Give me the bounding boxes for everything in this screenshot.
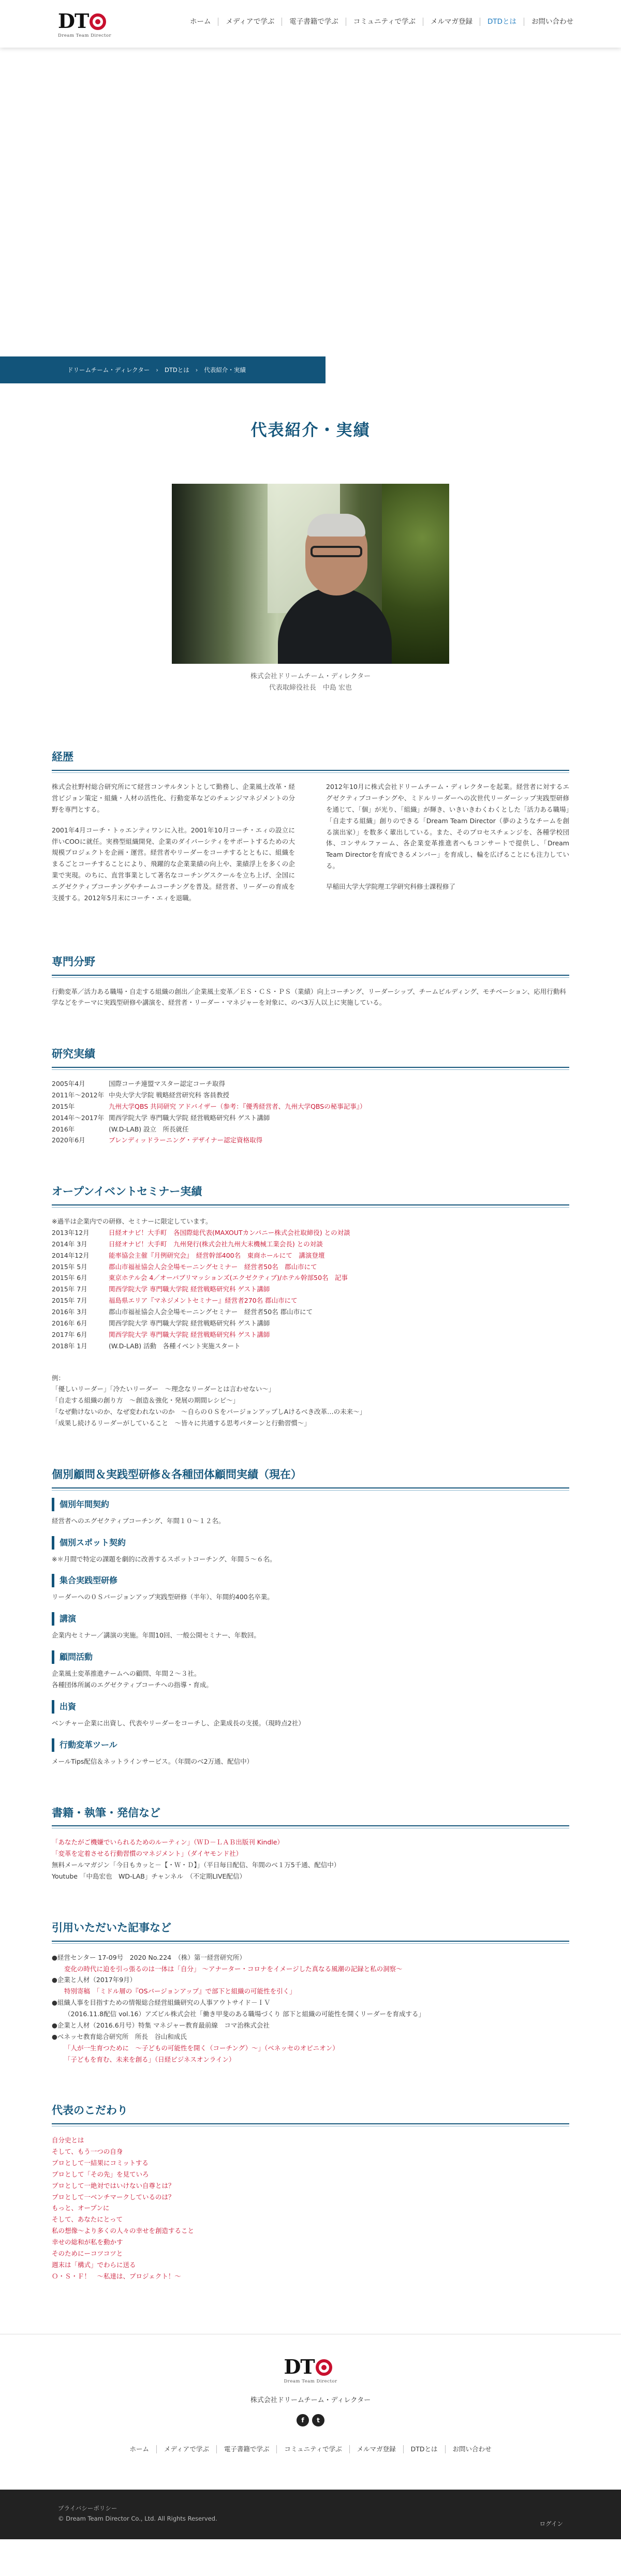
breadcrumb-current: 代表紹介・実績 bbox=[204, 366, 246, 374]
career-paragraph: 早稲田大学大学院理工学研究科修士課程修了 bbox=[326, 883, 456, 890]
seminar-date: 2015年 7月 bbox=[52, 1285, 87, 1293]
consulting-list bbox=[52, 1498, 569, 1767]
consulting-text: リーダーへの０Ｓバージョンアップ実践型研修（半年）、年間約400名卒業。 bbox=[52, 1593, 274, 1601]
seminar-date: 2017年 6月 bbox=[52, 1330, 87, 1338]
commitment-link[interactable]: プロとして一結果にコミットする bbox=[52, 2158, 149, 2167]
logo-ring-icon bbox=[90, 13, 106, 30]
footer-nav-ebooks[interactable]: 電子書籍で学ぶ bbox=[216, 2445, 277, 2453]
article-item: （2016.11.8配信 vol.16）アズビル株式会社「働き甲斐のある職場づくり 部下と組織の可能性を開くリーダーを育成する」 bbox=[64, 2010, 425, 2018]
commitment-link[interactable]: そして、もう一つの自身 bbox=[52, 2148, 123, 2155]
seminar-date: 2014年 3月 bbox=[52, 1240, 87, 1248]
logo-subtitle: Dream Team Director bbox=[58, 33, 112, 38]
commitment-link[interactable]: 週末は「構式」でわらに送る bbox=[52, 2260, 136, 2269]
footer-nav bbox=[0, 2445, 621, 2490]
consulting-subtitle: 出資 bbox=[52, 1700, 569, 1714]
caption-person: 代表取締役社長 中島 宏也 bbox=[269, 684, 352, 692]
research-row[interactable] bbox=[52, 1135, 569, 1146]
article-item[interactable]: 「人が一生育つために 〜子どもの可能性を開く（コーチング）〜」（ベネッセのオピニオン） bbox=[64, 2044, 339, 2052]
seminar-row bbox=[52, 1306, 569, 1318]
site-footer bbox=[0, 2334, 621, 2490]
research-title: 研究実績 bbox=[52, 1045, 569, 1068]
commitment-section bbox=[52, 2101, 569, 2282]
books-section bbox=[52, 1804, 569, 1882]
seminar-row[interactable] bbox=[52, 1227, 569, 1239]
breadcrumb-separator: › bbox=[195, 366, 198, 374]
book-item[interactable]: 「変革を定着させる行動習慣のマネジメント」（ダイヤモンド社） bbox=[52, 1850, 243, 1858]
nav-media[interactable]: メディアで学ぶ bbox=[218, 18, 282, 26]
articles-title: 引用いただいた記事など bbox=[52, 1918, 569, 1942]
book-item: 無料メールマガジン「今日もカッと－【・Ｗ・Ｄ】」（平日毎日配信、年間のべ１万5千通、配信中） bbox=[52, 1861, 341, 1869]
seminar-row bbox=[52, 1341, 569, 1352]
seminar-text: 日経オナビ！大手町 九州発行(株式会社九州大末機械工業会長) との対談 bbox=[109, 1240, 323, 1248]
seminar-example: 「優しいリーダー」「冷たいリーダー 〜理念なリーダーとは言わせない〜」 bbox=[52, 1385, 275, 1393]
seminar-date: 2015年 6月 bbox=[52, 1274, 87, 1282]
nav-community[interactable]: コミュニティで学ぶ bbox=[346, 18, 423, 26]
copyright: © Dream Team Director Co., Ltd. All Rights Reserved. bbox=[58, 2515, 217, 2522]
profile-photo bbox=[172, 484, 449, 664]
research-row bbox=[52, 1090, 569, 1101]
commitment-link[interactable]: もっと、オープンに bbox=[52, 2204, 110, 2212]
seminar-text: 関西学院大学 専門職大学院 経営戦略研究科 ゲスト講師 bbox=[109, 1319, 270, 1327]
footer-nav-contact[interactable]: お問い合わせ bbox=[445, 2445, 499, 2453]
footer-bottom-bar bbox=[0, 2490, 621, 2539]
commitment-link[interactable]: 自分史とは bbox=[52, 2136, 84, 2145]
research-date: 2005年4月 bbox=[52, 1080, 85, 1088]
consulting-section bbox=[52, 1465, 569, 1767]
seminar-text: 東京ホテル会 4／オーバブリマッションズ(エクゼクティブ)/ホテル幹部50名 記事 bbox=[109, 1274, 348, 1282]
commitment-link[interactable]: そのためにーコツコツと bbox=[52, 2249, 123, 2257]
consulting-subtitle: 講演 bbox=[52, 1612, 569, 1626]
seminar-text: 福島県エリア『マネジメントセミナー』経営者270名 郡山市にて bbox=[109, 1297, 298, 1305]
commitment-link[interactable]: Ｏ・Ｓ・Ｆ！ 〜私達は、プロジェクト！〜 bbox=[52, 2272, 181, 2280]
research-date: 2011年〜2012年 bbox=[52, 1091, 105, 1099]
hero-area bbox=[0, 48, 621, 356]
nav-newsletter[interactable]: メルマガ登録 bbox=[423, 18, 480, 26]
commitment-link[interactable]: 私の想像～より多くの人々の幸せを創造すること bbox=[52, 2227, 195, 2235]
seminar-row[interactable] bbox=[52, 1239, 569, 1250]
footer-logo-subtitle: Dream Team Director bbox=[284, 2378, 337, 2384]
research-date: 2020年6月 bbox=[52, 1136, 85, 1144]
footer-nav-community[interactable]: コミュニティで学ぶ bbox=[276, 2445, 349, 2453]
consulting-text: メールTips配信＆ネットラインサービス。（年間のべ2万通、配信中） bbox=[52, 1757, 254, 1765]
research-list bbox=[52, 1078, 569, 1146]
seminar-text: 関西学院大学 専門職大学院 経営戦略研究科 ゲスト講師 bbox=[109, 1285, 270, 1293]
career-paragraph: 2012年10月に株式会社ドリームチーム・ディレクターを起業。経営者に対するエグゼクティブコーチングや、ミドルリーダーへの次世代リーダーシップ実践型研修を通じて、「個」が光り、「組織」が輝き、いきいきわくわくとした「活力ある職場」「自走する組織」創りのできる「Dream Team Director（夢のようなチームを創る演出家）」を数多く輩出している。また、そのプロセスチェンジを、各種学校団体、コンサルファーム、各企業変革推進者へもコンサートで提供し、「Dream Team Directorを育成できるメンバー」を育成し、輪を広げることにも注力している。 bbox=[326, 783, 569, 870]
seminar-note: ※過半は企業内での研修、セミナーに限定しています。 bbox=[52, 1217, 212, 1225]
seminar-example: 「なぜ動けないのか、なぜ変われないのか 〜自らの０ＳをバージョンアップしАけるべき改革…の未来〜」 bbox=[52, 1408, 366, 1416]
seminar-row[interactable] bbox=[52, 1329, 569, 1341]
seminar-text: 能率協会主催『月例研究会』 経営幹部400名 東商ホールにて 講演登壇 bbox=[109, 1251, 325, 1259]
research-row bbox=[52, 1112, 569, 1124]
research-date: 2015年 bbox=[52, 1102, 75, 1110]
seminar-example: 「自走する組織の創り方 〜創造＆強化・発展の期間レシピ〜」 bbox=[52, 1396, 240, 1405]
main-nav bbox=[183, 18, 581, 26]
books-title: 書籍・執筆・発信など bbox=[52, 1804, 569, 1827]
footer-nav-newsletter[interactable]: メルマガ登録 bbox=[349, 2445, 403, 2453]
commitment-link[interactable]: そして、あなたにとって bbox=[52, 2215, 123, 2224]
seminar-list bbox=[52, 1227, 569, 1352]
social-links bbox=[0, 2414, 621, 2426]
commitment-title: 代表のこだわり bbox=[52, 2101, 569, 2124]
seminar-text: 日経オナビ！大手町 各国際総代表(MAXOUTカンパニー株式会社取締役) との対談 bbox=[109, 1228, 350, 1237]
article-item: ●経営センター 17-09号 2020 No.224 （株）第一経営研究所） bbox=[52, 1953, 246, 1961]
footer-nav-about[interactable]: DTDとは bbox=[403, 2445, 445, 2453]
commitment-list bbox=[52, 2135, 569, 2282]
book-item[interactable]: 「あなたがご機嫌でいられるためのルーティン」（ＷＤ－ＬＡＢ出版刊 Kindle） bbox=[52, 1838, 284, 1847]
seminar-section bbox=[52, 1182, 569, 1429]
nav-home[interactable]: ホーム bbox=[189, 18, 211, 26]
consulting-text: ベンチャー企業に出資し、代表やリーダーをコーチし、企業成長の支援。（現時点2社） bbox=[52, 1719, 305, 1727]
seminar-row[interactable] bbox=[52, 1272, 569, 1284]
photo-caption bbox=[172, 671, 449, 694]
expertise-title: 専門分野 bbox=[52, 952, 569, 976]
career-right bbox=[326, 781, 569, 913]
privacy-policy-link[interactable]: プライバシーポリシー bbox=[58, 2505, 117, 2512]
breadcrumb-separator: › bbox=[156, 366, 158, 374]
consulting-subtitle: 個別年間契約 bbox=[52, 1498, 569, 1511]
consulting-text: ※＊月間で特定の課題を劇的に改善するスポットコーチング、年間５〜６名。 bbox=[52, 1555, 276, 1563]
breadcrumb-about[interactable]: DTDとは bbox=[165, 366, 189, 374]
seminar-row bbox=[52, 1318, 569, 1329]
articles-list bbox=[52, 1952, 569, 2065]
breadcrumb-home[interactable]: ドリームチーム・ディレクター bbox=[67, 366, 150, 374]
article-item: ●企業と人材（2016.6月号）特集 マネジャー教育最前線 コマ治株式会社 bbox=[52, 2021, 270, 2029]
footer-nav-media[interactable]: メディアで学ぶ bbox=[156, 2445, 216, 2453]
career-title: 経歴 bbox=[52, 748, 569, 771]
footer-nav-home[interactable]: ホーム bbox=[129, 2445, 149, 2453]
nav-ebooks[interactable]: 電子書籍で学ぶ bbox=[282, 18, 346, 26]
research-date: 2016年 bbox=[52, 1125, 75, 1133]
expertise-text: 行動変革／活力ある職場・自走する組織の創出／企業風土変革／ＥＳ・ＣＳ・ＰＳ（業績）向上コーチング、リーダーシップ、チームビルディング、モチベーション、応用行動科学などをテーマに実践型研修や講演を、経営者・リーダー・マネジャーを対象に、のべ3万人以上に実施している。 bbox=[52, 987, 566, 1007]
consulting-subtitle: 個別スポット契約 bbox=[52, 1536, 569, 1550]
career-paragraph: 2001年4月コーチ・トゥエンティワンに入社。2001年10月コーチ・エィの設立に伴いCOOに就任。実務型組織開発、企業のダイバーシティをサポートするための大規模プロジェクトを企画・運営。経営者やリーダーをコーチするとともに、組織をまるごとコーチすることにより、飛躍的な企業業績の向上や、業績浮上を多くの企業で実現。のちに、直営事業として著名なコーチングスクールを立ち上げ、全国にエグゼクティブコーチングやチームコーチングを普及。経営者、リーダーの育成を支援する。2012年5月末にコーチ・エィを退職。 bbox=[52, 826, 295, 902]
research-text: 関西学院大学 専門職大学院 経営戦略研究科 ゲスト講師 bbox=[109, 1113, 270, 1122]
research-text: ブレンディッドラーニング・デザイナー認定資格取得 bbox=[109, 1136, 263, 1144]
seminar-row[interactable] bbox=[52, 1261, 569, 1273]
logo-text: DT bbox=[58, 9, 89, 33]
article-item: ●ベネッセ教育総合研究所 所長 谷山和成氏 bbox=[52, 2032, 187, 2041]
seminar-text: 郡山市福祉協会人会全場モーニングセミナー 経営者50名 郡山市にて bbox=[109, 1262, 317, 1271]
seminar-text: 郡山市福祉協会人会全場モーニングセミナー 経営者50名 郡山市にて bbox=[109, 1308, 313, 1316]
consulting-subtitle: 行動変革ツール bbox=[52, 1738, 569, 1752]
expertise-section bbox=[52, 952, 569, 1009]
research-text: 国際コーチ連盟マスター認定コーチ取得 bbox=[109, 1080, 226, 1088]
facebook-icon[interactable]: f bbox=[297, 2414, 309, 2426]
consulting-subtitle: 顧問活動 bbox=[52, 1650, 569, 1664]
seminar-date: 2015年 7月 bbox=[52, 1297, 87, 1305]
seminar-date: 2018年 1月 bbox=[52, 1342, 87, 1350]
seminar-examples-label: 例： bbox=[52, 1374, 65, 1382]
research-text: 九州大学QBS 共同研究 アドバイザー（参考：『優秀経営者、九州大学QBSの秘事記事』） bbox=[109, 1102, 366, 1110]
site-header bbox=[0, 0, 621, 48]
consulting-title: 個別顧問＆実践型研修＆各種団体顧問実績（現在） bbox=[52, 1465, 569, 1488]
commitment-link[interactable]: プロとして「その先」を見ていろ bbox=[52, 2170, 149, 2178]
research-row bbox=[52, 1124, 569, 1135]
breadcrumb-row bbox=[0, 356, 621, 383]
seminar-examples bbox=[52, 1383, 569, 1429]
profile-photo-block bbox=[172, 484, 449, 694]
breadcrumb bbox=[0, 356, 326, 383]
nav-about[interactable]: DTDとは bbox=[480, 18, 524, 26]
footer-logo[interactable] bbox=[284, 2357, 337, 2386]
seminar-text: (W.D-LAB) 活動 各種イベント実施スタート bbox=[109, 1342, 241, 1350]
seminar-title: オープンイベントセミナー実績 bbox=[52, 1182, 569, 1205]
seminar-date: 2016年 3月 bbox=[52, 1308, 87, 1316]
footer-logo-text: DT bbox=[284, 2355, 315, 2378]
twitter-icon[interactable]: t bbox=[312, 2414, 324, 2426]
article-item: ●企業と人材（2017年9月） bbox=[52, 1976, 137, 1984]
article-item[interactable]: 「子どもを育む、未来を創る」（日経ビジネスオンライン） bbox=[64, 2055, 235, 2063]
career-section bbox=[52, 748, 569, 913]
book-item: Youtube 「中島宏也 WD-LAB」チャンネル （不定期LIVE配信） bbox=[52, 1872, 246, 1880]
books-list bbox=[52, 1837, 569, 1882]
seminar-row[interactable] bbox=[52, 1295, 569, 1306]
commitment-link[interactable]: プロとして一絶対ではいけない自尊とは？ bbox=[52, 2181, 175, 2190]
article-item[interactable]: 変化の時代に迫を引っ張るのは一体は「自分」 ～アナーター・コロナをイメージした真なる風潮の記録と私の洞察～ bbox=[64, 1964, 403, 1973]
seminar-date: 2013年12月 bbox=[52, 1228, 90, 1237]
articles-section bbox=[52, 1918, 569, 2065]
login-link[interactable]: ログイン bbox=[539, 2520, 563, 2527]
consulting-subtitle: 集合実践型研修 bbox=[52, 1574, 569, 1587]
article-item[interactable]: 特別寄稿 「ミドル層の『OSバージョンアップ』で部下と組織の可能性を引く」 bbox=[64, 1987, 296, 1996]
seminar-row[interactable] bbox=[52, 1250, 569, 1261]
research-date: 2014年〜2017年 bbox=[52, 1113, 105, 1122]
seminar-example: 「成果し続けるリーダーがしていること 〜皆々に共通する思考パターンと行動習慣〜」 bbox=[52, 1419, 310, 1427]
consulting-text: 企業風土変革推進チームへの顧問、年間２〜３社。 各種団体所属のエグゼクティブコーチへの指導・育成。 bbox=[52, 1670, 213, 1689]
consulting-text: 経営者へのエグゼクティブコーチング、年間１０〜１２名。 bbox=[52, 1516, 225, 1525]
seminar-date: 2015年 5月 bbox=[52, 1262, 87, 1271]
research-section bbox=[52, 1045, 569, 1146]
research-text: 中央大学大学院 戦略経営研究科 客員教授 bbox=[109, 1091, 229, 1099]
seminar-text: 関西学院大学 専門職大学院 経営戦略研究科 ゲスト講師 bbox=[109, 1330, 270, 1338]
seminar-row[interactable] bbox=[52, 1284, 569, 1295]
page-title: 代表紹介・実績 bbox=[250, 421, 371, 440]
career-left bbox=[52, 781, 295, 913]
consulting-text: 企業内セミナー／講演の実施。年間10回、一般公開セミナー、年数回。 bbox=[52, 1631, 260, 1640]
seminar-date: 2016年 6月 bbox=[52, 1319, 87, 1327]
footer-company: 株式会社ドリームチーム・ディレクター bbox=[250, 2396, 371, 2405]
nav-contact[interactable]: お問い合わせ bbox=[524, 18, 581, 26]
research-row bbox=[52, 1078, 569, 1090]
caption-company: 株式会社ドリームチーム・ディレクター bbox=[250, 673, 371, 681]
site-logo[interactable] bbox=[58, 11, 125, 39]
commitment-link[interactable]: プロとして一ベンチマークしているのは？ bbox=[52, 2193, 175, 2201]
research-row[interactable] bbox=[52, 1101, 569, 1112]
logo-ring-icon bbox=[316, 2359, 332, 2376]
seminar-date: 2014年12月 bbox=[52, 1251, 90, 1259]
commitment-link[interactable]: 幸せの総和が私を動かす bbox=[52, 2238, 123, 2246]
research-text: (W.D-LAB) 設立 所長就任 bbox=[109, 1125, 189, 1133]
career-paragraph: 株式会社野村総合研究所にて経営コンサルタントとして勤務し、企業風土改革・経営ビジョン策定・組織・人材の活性化、行動変革などのチェンジマネジメントの分野を専門とする。 bbox=[52, 783, 295, 813]
article-item: ●組織人事を目指すための情報総合経営組織研究の人事アウトサイド－ＩＶ bbox=[52, 1999, 271, 2007]
